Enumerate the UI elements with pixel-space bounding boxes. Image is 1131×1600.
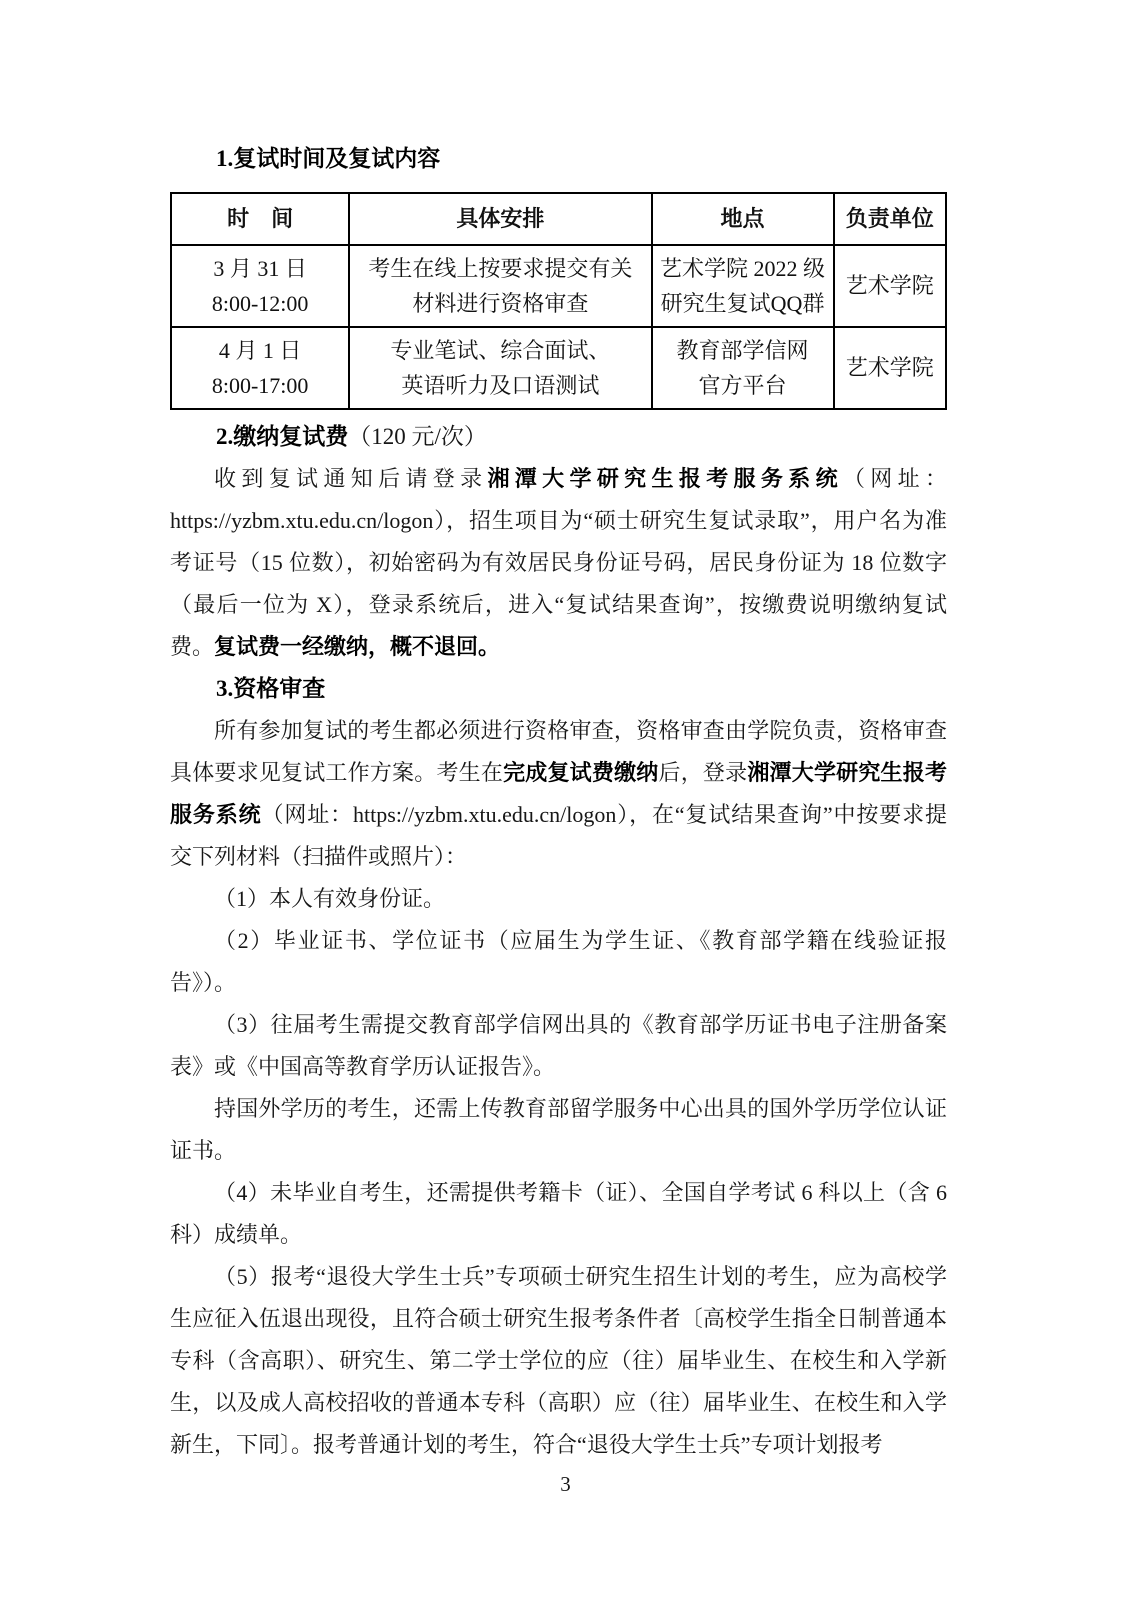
- text-run: 3.资格审查: [216, 676, 326, 701]
- table-cell: 艺术学院: [834, 327, 946, 409]
- table-cell: 4 月 1 日 8:00-17:00: [171, 327, 349, 409]
- table-cell: 教育部学信网 官方平台: [652, 327, 834, 409]
- table-header-cell: 时 间: [171, 193, 349, 245]
- text-run: （1）本人有效身份证。: [214, 886, 446, 911]
- text-run: 2.缴纳复试费: [216, 424, 349, 449]
- schedule-table: [170, 192, 947, 410]
- table-header-cell: 具体安排: [349, 193, 651, 245]
- table-cell: 艺术学院: [834, 245, 946, 327]
- section-2-heading: [170, 416, 947, 458]
- table-header-cell: 负责单位: [834, 193, 946, 245]
- material-item-5: [170, 1256, 947, 1466]
- material-item-4: [170, 1172, 947, 1256]
- table-row: [171, 245, 946, 327]
- text-run: 完成复试费缴纳: [503, 760, 659, 785]
- table-header-row: [171, 193, 946, 245]
- text-run: 后，登录: [658, 760, 748, 785]
- page-number: 3: [560, 1472, 571, 1496]
- material-item-1: [170, 878, 947, 920]
- text-run: （5）报考“退役大学生士兵”专项硕士研究生招生计划的考生，应为高校学生应征入伍退出现役，且符合硕士研究生报考条件者〔高校学生指全日制普通本专科（含高职）、研究生、第二学士学位的应（往）届毕业生、在校生和入学新生，以及成人高校招收的普通本专科（高职）应（往）届毕业生、在校生和入学新生，下同〕。报考普通计划的考生，符合“退役大学生士兵”专项计划报考: [170, 1264, 947, 1457]
- text-run: 所有参加复试的考生都必须进行资格审查，资格审查由学院负责，资格审查具体要求见复试工作方案。考生在: [170, 718, 947, 785]
- section-1-heading: [170, 138, 947, 180]
- text-run: （网址：https://yzbm.xtu.edu.cn/logon），招生项目为“硕士研究生复试录取”，用户名为准考证号（15 位数），初始密码为有效居民身份证号码，居民身份证为 18 位数字（最后一位为 X），登录系统后，进入“复试结果查询”，按缴费说明缴纳复试费。: [170, 466, 947, 659]
- table-cell: 艺术学院 2022 级 研究生复试QQ群: [652, 245, 834, 327]
- table-cell: 考生在线上按要求提交有关 材料进行资格审查: [349, 245, 651, 327]
- table-cell: 3 月 31 日 8:00-12:00: [171, 245, 349, 327]
- text-run: （3）往届考生需提交教育部学信网出具的《教育部学历证书电子注册备案表》或《中国高等教育学历认证报告》。: [170, 1012, 947, 1079]
- material-item-2: [170, 920, 947, 1004]
- table-cell: 专业笔试、综合面试、 英语听力及口语测试: [349, 327, 651, 409]
- text-run: （120 元/次）: [348, 424, 487, 449]
- section-3-paragraph: [170, 710, 947, 878]
- section-2-paragraph: [170, 458, 947, 668]
- table-header-cell: 地点: [652, 193, 834, 245]
- section-3-heading: [170, 668, 947, 710]
- text-run: 1.复试时间及复试内容: [216, 146, 441, 171]
- text-run: 湘潭大学研究生报考服务系统: [170, 760, 947, 827]
- material-item-3-note: [170, 1088, 947, 1172]
- text-run: 持国外学历的考生，还需上传教育部留学服务中心出具的国外学历学位认证证书。: [170, 1096, 947, 1163]
- text-run: （2）毕业证书、学位证书（应届生为学生证、《教育部学籍在线验证报告》）。: [170, 928, 947, 995]
- text-run: 复试费一经缴纳，概不退回。: [214, 634, 501, 659]
- text-run: （4）未毕业自考生，还需提供考籍卡（证）、全国自学考试 6 科以上（含 6 科）成绩单。: [170, 1180, 947, 1247]
- text-run: 湘潭大学研究生报考服务系统: [487, 466, 843, 491]
- text-run: （网址：https://yzbm.xtu.edu.cn/logon），在“复试结果查询”中按要求提交下列材料（扫描件或照片）：: [170, 802, 947, 869]
- material-item-3: [170, 1004, 947, 1088]
- table-row: [171, 327, 946, 409]
- text-run: 收到复试通知后请登录: [214, 466, 488, 491]
